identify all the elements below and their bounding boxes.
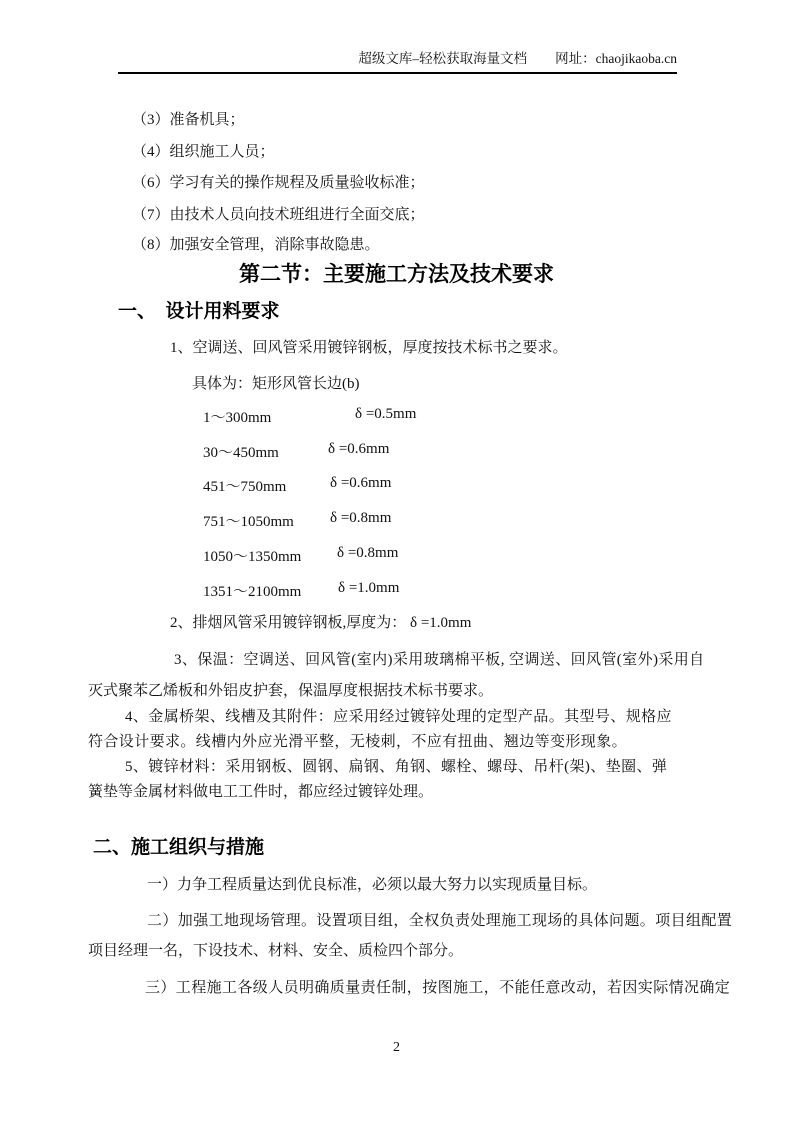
section1-para1: 1、空调送、回风管采用镀锌钢板，厚度按技术标书之要求。 (170, 340, 568, 356)
duct-delta: δ =0.6mm (330, 475, 392, 491)
page-header (358, 47, 677, 67)
header-rule (118, 72, 677, 74)
section2-para2-line2: 项目经理一名，下设技术、材料、安全、质检四个部分。 (88, 943, 464, 959)
duct-delta: δ =0.6mm (328, 441, 390, 457)
section2-para3-line1: 三）工程施工各级人员明确质量责任制，按图施工，不能任意改动，若因实际情况确定 (145, 980, 731, 996)
footer-page-number: 2 (393, 1040, 400, 1055)
duct-delta: δ =1.0mm (338, 580, 400, 596)
duct-range: 1050～1350mm (203, 549, 302, 565)
section1-para5-line2: 簧垫等金属材料做电工工件时，都应经过镀锌处理。 (88, 784, 434, 800)
duct-delta: δ =0.8mm (337, 545, 399, 561)
section1-para4-line2: 符合设计要求。线槽内外应光滑平整，无棱刺，不应有扭曲、翘边等变形现象。 (88, 734, 628, 750)
list-item: （8）加强安全管理，消除事故隐患。 (132, 237, 380, 253)
section1-heading: 一、 设计用料要求 (118, 301, 280, 322)
section1-para3-line2: 灭式聚苯乙烯板和外铝皮护套，保温厚度根据技术标书要求。 (88, 683, 494, 699)
section-title: 第二节：主要施工方法及技术要求 (239, 263, 554, 286)
duct-range: 1351～2100mm (203, 584, 302, 600)
duct-delta: δ =0.5mm (355, 406, 417, 422)
duct-range: 451～750mm (203, 479, 287, 495)
section1-para3-line1: 3、保温：空调送、回风管(室内)采用玻璃棉平板, 空调送、回风管(室外)采用自 (174, 652, 705, 668)
duct-range: 1～300mm (203, 410, 272, 426)
duct-delta: δ =0.8mm (330, 510, 392, 526)
header-url: chaojikaoba.cn (595, 51, 677, 66)
section1-para4-line1: 4、金属桥架、线槽及其附件：应采用经过镀锌处理的定型产品。其型号、规格应 (125, 709, 672, 725)
section1-para1-sub: 具体为：矩形风管长边(b) (192, 376, 360, 392)
header-url-label: 网址： (555, 51, 596, 66)
section2-heading: 二、施工组织与措施 (93, 837, 265, 858)
duct-range: 30～450mm (203, 445, 279, 461)
list-item: （4）组织施工人员； (132, 144, 275, 160)
section2-para1: 一）力争工程质量达到优良标准，必须以最大努力以实现质量目标。 (147, 877, 598, 893)
section1-para2: 2、排烟风管采用镀锌钢板,厚度为： δ =1.0mm (170, 615, 472, 631)
section1-para5-line1: 5、镀锌材料：采用钢板、圆钢、扁钢、角钢、螺栓、螺母、吊杆(架)、垫圈、弹 (125, 759, 668, 775)
list-item: （7）由技术人员向技术班组进行全面交底； (132, 207, 425, 223)
list-item: （3）准备机具； (132, 112, 245, 128)
section2-para2-line1: 二）加强工地现场管理。设置项目组，全权负责处理施工现场的具体问题。项目组配置 (147, 913, 733, 929)
list-item: （6）学习有关的操作规程及质量验收标准； (132, 175, 425, 191)
duct-range: 751～1050mm (203, 514, 294, 530)
header-site-text: 超级文库–轻松获取海量文档 (358, 51, 528, 66)
